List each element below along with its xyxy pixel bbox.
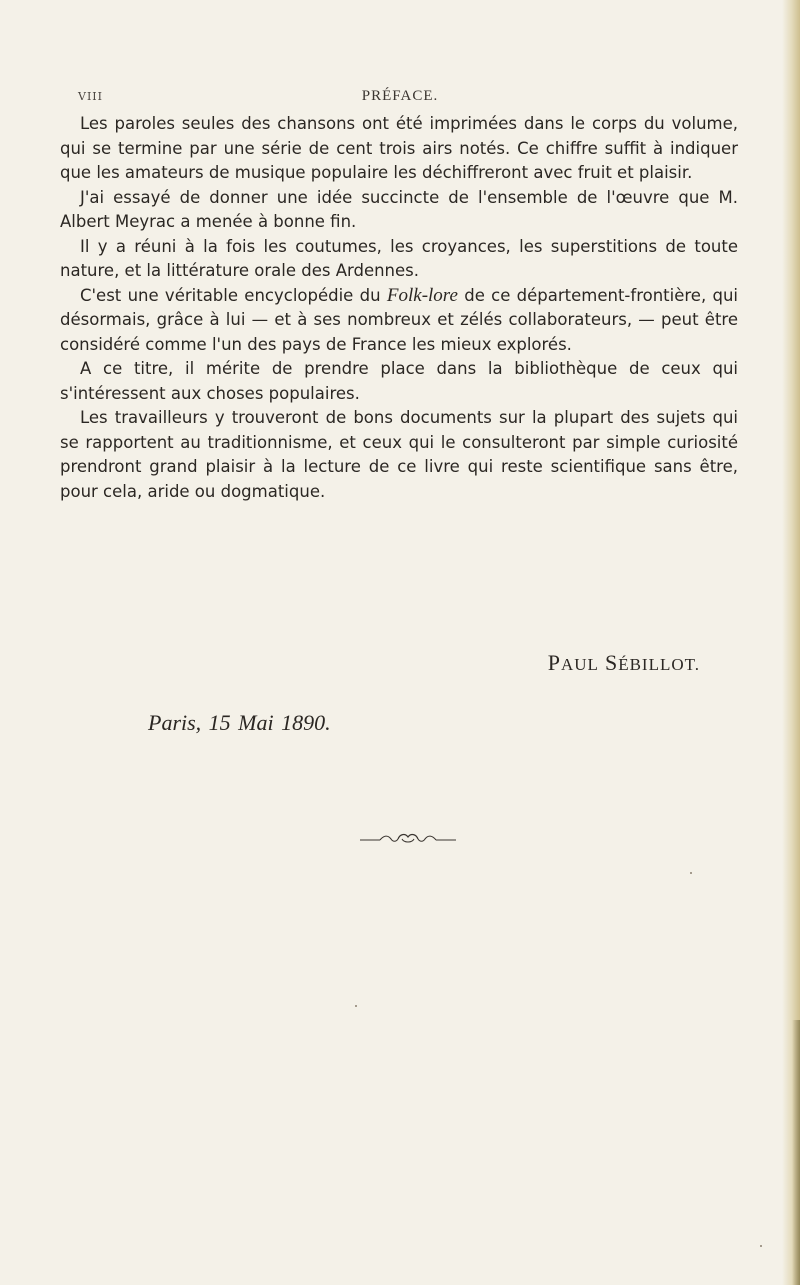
paper-speck (760, 1245, 762, 1247)
paragraph-4-end: de ce département-frontière, qui désormais, grâce à lui — et à ses nombreux et zélés collaborateurs, — peut être considéré comme l'un des pays de France les mieux explorés. (60, 285, 738, 354)
paper-speck (355, 1005, 357, 1007)
page-number: VIII (78, 90, 103, 103)
paper-speck (690, 872, 692, 874)
paragraph-5: A ce titre, il mérite de prendre place dans la bibliothèque de ceux qui s'intéressent aux choses populaires. (60, 359, 738, 403)
place-date-line: Paris, 15 Mai 1890. (148, 710, 331, 735)
paragraph-4 (60, 284, 738, 358)
page-edge-stain (792, 1020, 800, 1285)
decorative-ornament-icon (358, 830, 458, 848)
preface-body (60, 112, 738, 504)
author-signature: PAUL SÉBILLOT. (547, 650, 700, 675)
paragraph-2: J'ai essayé de donner une idée succincte de l'ensemble de l'œuvre que M. Albert Meyrac a menée à bonne fin. (60, 187, 738, 231)
page-header (0, 88, 800, 108)
paragraph-3: Il y a réuni à la fois les coutumes, les croyances, les superstitions de toute nature, et la littérature orale des Ardennes. (60, 236, 738, 280)
paragraph-4-start: C'est une véritable encyclopédie du (80, 285, 387, 305)
paragraph-1: Les paroles seules des chansons ont été imprimées dans le corps du volume, qui se termine par une série de cent trois airs notés. Ce chiffre suffit à indiquer que les amateurs de musique populaire les déchiffreront avec fruit et plaisir. (60, 114, 738, 182)
paragraph-6: Les travailleurs y trouveront de bons documents sur la plupart des sujets qui se rapportent au traditionnisme, et ceux qui le consulteront par simple curiosité prendront grand plaisir à la lecture de ce livre qui reste scientifique sans être, pour cela, aride ou dogmatique. (60, 408, 738, 501)
running-head: PRÉFACE. (361, 88, 439, 104)
folk-lore-term: Folk-lore (386, 284, 458, 306)
